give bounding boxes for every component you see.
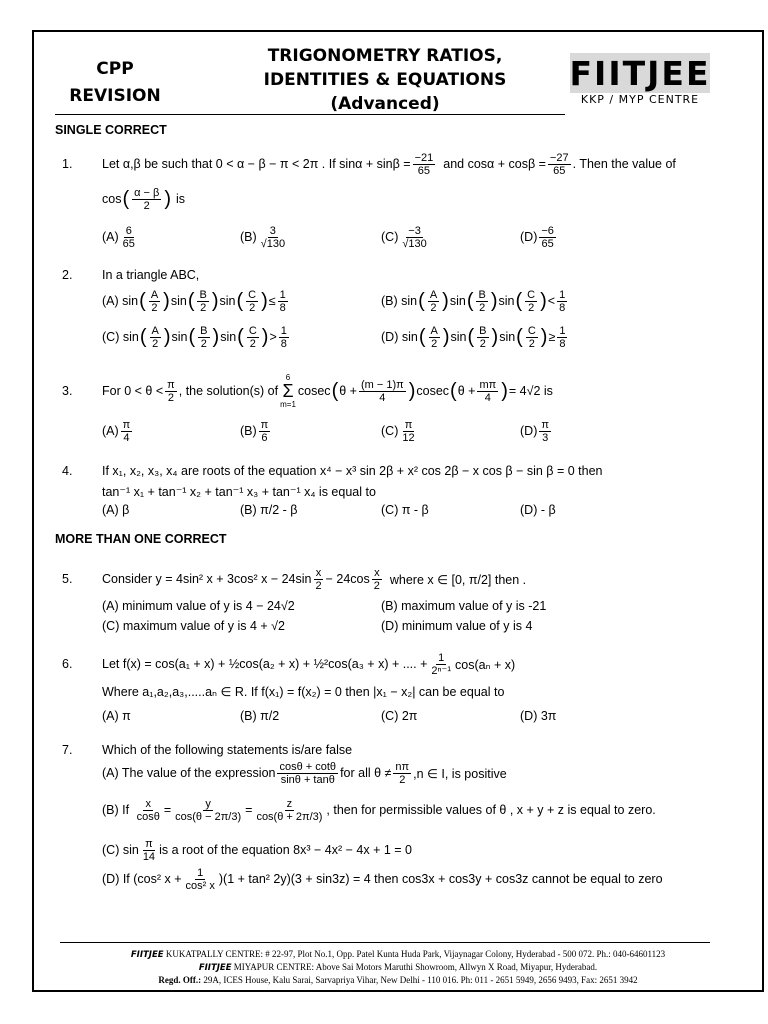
q3-option-b: (B) $\frac{\pi}{6}$: [240, 418, 269, 444]
cpp-label: CPP: [96, 59, 134, 79]
logo-text: FIITJEE: [569, 53, 711, 93]
q7-statement-b: (B) If $\frac{x}{\cos\theta}$ = $\frac{y}{\cos(\theta - 2\pi/3)}$ = $\frac{z}{\cos(\theta + 2\pi/3)}$ , then for permissible values of θ , x + y + z is equal to zero.: [102, 797, 656, 823]
q2-option-d: (D) sin ( $\frac{A}{2}$ ) sin ( $\frac{B}{2}$ ) sin ( $\frac{C}{2}$ ) ≥ $\frac{1}{8}$: [381, 324, 566, 350]
q2-option-c: (C) sin ( $\frac{A}{2}$ ) sin ( $\frac{B}{2}$ ) sin ( $\frac{C}{2}$ ) > $\frac{1}{8}$: [102, 324, 287, 350]
q4-option-d: (D) - β: [520, 503, 556, 517]
header-left: [60, 56, 170, 110]
q1-line1: Let α,β be such that 0 < α − β − π < 2π . If sinα + sinβ = $\frac{-21}{65}$ and cosα + cosβ = $\frac{-27}{65}$ . Then the value of: [102, 151, 676, 177]
q3-line1: For 0 < θ < $\frac{\pi}{2}$ , the solution(s) of 6 Σ m=1 cosec ( θ + $\frac{(m - 1)\pi}{4}$ ) cosec ( θ + $\frac{m\pi}{4}$ ) = 4√2 is: [102, 373, 553, 409]
q4-option-b: (B) π/2 - β: [240, 503, 298, 517]
title-line1: TRIGONOMETRY RATIOS,: [267, 46, 503, 66]
q5-number: 5.: [62, 572, 73, 586]
q2-text: In a triangle ABC,: [102, 268, 200, 282]
q2-number: 2.: [62, 268, 73, 282]
q7-intro: Which of the following statements is/are false: [102, 743, 353, 757]
q1-cos-frac: $\frac{\alpha - \beta}{2}$: [134, 186, 160, 212]
q1-option-d: (D) $\frac{-6}{65}$: [520, 224, 554, 250]
revision-label: REVISION: [69, 86, 161, 106]
q5-option-a: (A) minimum value of y is 4 − 24√2: [102, 599, 295, 613]
q6-option-a: (A) π: [102, 709, 131, 723]
fiitjee-logo: [570, 53, 710, 93]
q3-number: 3.: [62, 384, 73, 398]
footer-kukatpally: FIITJEE KUKATPALLY CENTRE: # 22-97, Plot No.1, Opp. Patel Kunta Huda Park, Vijaynagar Colony, Hyderabad - 500 072. Ph.: 040-64601123: [130, 949, 666, 960]
q5-line1: Consider y = 4sin² x + 3cos² x − 24sin $\frac{x}{2}$ − 24cos $\frac{x}{2}$ where x ∈ [0, π/2] then .: [102, 566, 527, 592]
q4-line1: If x₁, x₂, x₃, x₄ are roots of the equation x⁴ − x³ sin 2β + x² cos 2β − x cos β − sin β = 0 then: [102, 464, 603, 478]
q3-option-a: (A) $\frac{\pi}{4}$: [102, 418, 131, 444]
q6-option-d: (D) 3π: [520, 709, 557, 723]
q1-line2: cos ( $\frac{\alpha - \beta}{2}$ ) is: [102, 186, 186, 212]
q1-option-a: (A) $\frac{6}{65}$: [102, 224, 135, 250]
q1-frac1: $\frac{-21}{65}$: [414, 151, 434, 177]
q4-number: 4.: [62, 464, 73, 478]
centre-label: KKP / MYP CENTRE: [580, 93, 700, 106]
q6-option-c: (C) 2π: [381, 709, 418, 723]
q1-option-b: (B) $\frac{3}{√130}$: [240, 224, 286, 250]
q2-option-b: (B) sin ( $\frac{A}{2}$ ) sin ( $\frac{B}{2}$ ) sin ( $\frac{C}{2}$ ) < $\frac{1}{8}$: [381, 288, 566, 314]
q6-option-b: (B) π/2: [240, 709, 280, 723]
title-line3: (Advanced): [330, 94, 440, 114]
q5-option-c: (C) maximum value of y is 4 + √2: [102, 619, 285, 633]
q6-line2: Where a₁,a₂,a₃,.....aₙ ∈ R. If f(x₁) = f(x₂) = 0 then |x₁ − x₂| can be equal to: [102, 685, 505, 699]
header-rule: [55, 114, 565, 115]
q1-number: 1.: [62, 157, 73, 171]
section-single-correct: SINGLE CORRECT: [55, 123, 167, 137]
q4-option-a: (A) β: [102, 503, 130, 517]
q6-line1: Let f(x) = cos(a₁ + x) + ½cos(a₂ + x) + ½²cos(a₃ + x) + .... + $\frac{1}{\text{2ⁿ⁻¹}}$ cos(aₙ + x): [102, 651, 516, 677]
q7-statement-a: (A) The value of the expression $\frac{\cos\theta + \cot\theta}{\sin\theta + \tan\theta}$ for all θ ≠ $\frac{n\pi}{2}$ ,n ∈ I, is positive: [102, 760, 507, 786]
q6-number: 6.: [62, 657, 73, 671]
q1-option-c: (C) $\frac{-3}{√130}$: [381, 224, 427, 250]
q7-statement-c: (C) sin $\frac{\pi}{14}$ is a root of the equation 8x³ − 4x² − 4x + 1 = 0: [102, 837, 412, 863]
q5-option-d: (D) minimum value of y is 4: [381, 619, 533, 633]
q3-option-d: (D) $\frac{\pi}{3}$: [520, 418, 549, 444]
footer-regd-office: Regd. Off.: 29A, ICES House, Kalu Sarai, Sarvapriya Vihar, New Delhi - 110 016. Ph: 011 - 2651 5949, 2656 9493, Fax: 2651 3942: [158, 975, 638, 985]
q4-line2: tan⁻¹ x₁ + tan⁻¹ x₂ + tan⁻¹ x₃ + tan⁻¹ x₄ is equal to: [102, 485, 376, 499]
q1-frac2: $\frac{-27}{65}$: [549, 151, 569, 177]
footer-rule: [60, 942, 710, 943]
section-more-than-one: MORE THAN ONE CORRECT: [55, 532, 227, 546]
header-title: [225, 44, 545, 116]
q2-option-a: (A) sin ( $\frac{A}{2}$ ) sin ( $\frac{B}{2}$ ) sin ( $\frac{C}{2}$ ) ≤ $\frac{1}{8}$: [102, 288, 286, 314]
q7-statement-d: (D) If (cos² x + $\frac{1}{\text{cos² x}}$ )(1 + tan² 2y)(3 + sin3z) = 4 then cos3x + cos3y + cos3z cannot be equal to zero: [102, 866, 663, 892]
q3-option-c: (C) $\frac{\pi}{12}$: [381, 418, 415, 444]
title-line2: IDENTITIES & EQUATIONS: [263, 70, 507, 90]
footer-miyapur: FIITJEE MIYAPUR CENTRE: Above Sai Motors Maruthi Showroom, Allwyn X Road, Miyapur, Hyderabad.: [198, 962, 598, 973]
q3-summation: 6 Σ m=1: [280, 373, 296, 409]
q4-option-c: (C) π - β: [381, 503, 429, 517]
q5-option-b: (B) maximum value of y is -21: [381, 599, 547, 613]
q7-number: 7.: [62, 743, 73, 757]
